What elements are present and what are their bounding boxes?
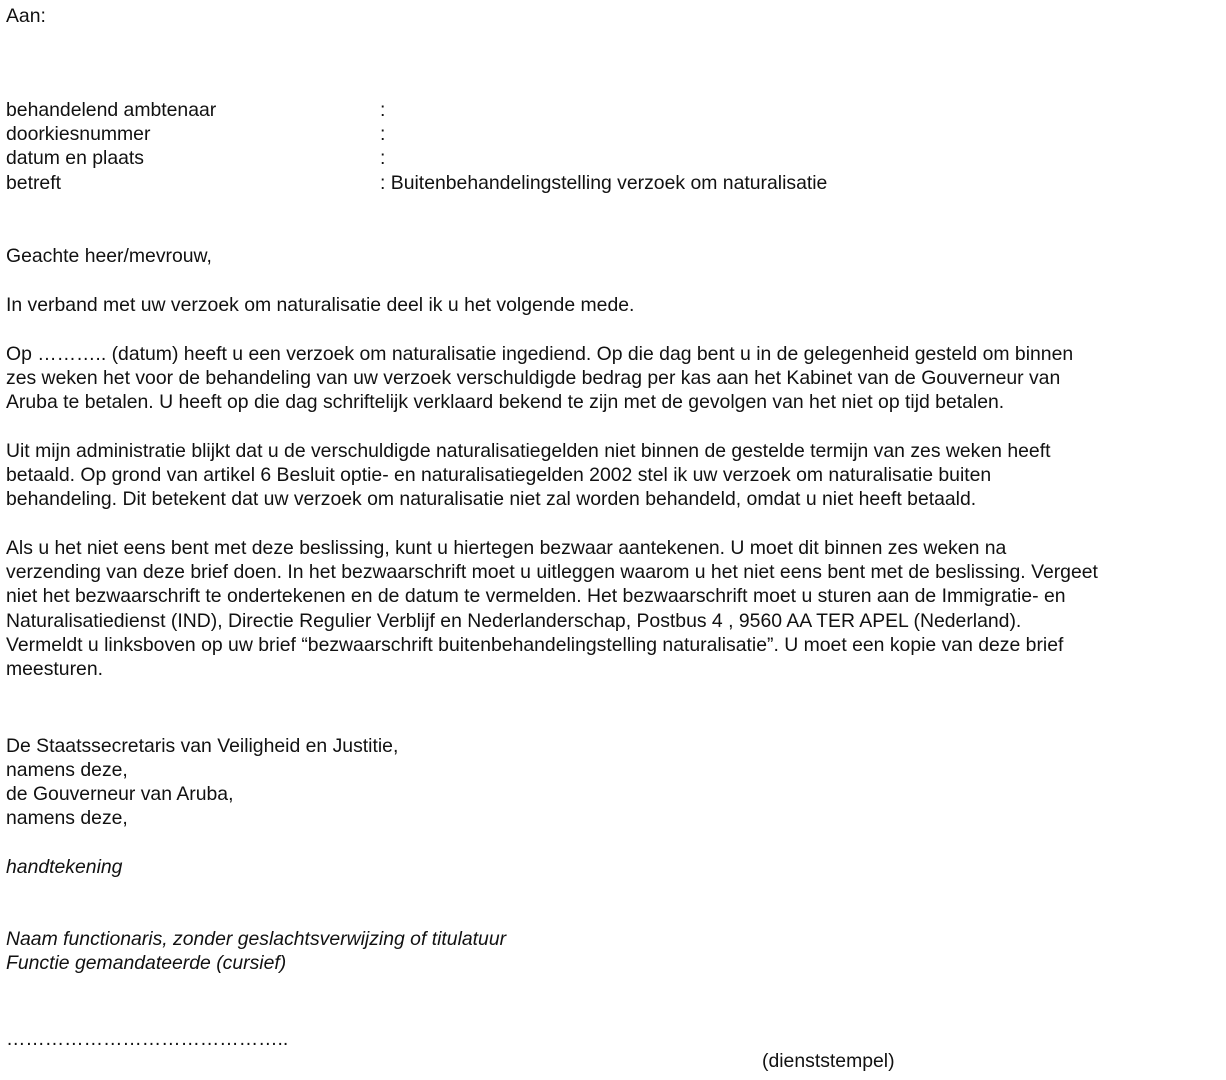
paragraph-objection <box>6 536 1186 681</box>
meta-value-datum: : <box>380 147 386 169</box>
paragraph-line: Als u het niet eens bent met deze beslissing, kunt u hiertegen bezwaar aantekenen. U moet dit binnen zes weken na <box>6 537 1007 559</box>
paragraph-line: Op ……….. (datum) heeft u een verzoek om naturalisatie ingediend. Op die dag bent u in de gelegenheid gesteld om binnen <box>6 343 1074 365</box>
closing-line: namens deze, <box>6 807 128 829</box>
paragraph-line: Naturalisatiedienst (IND), Directie Regulier Verblijf en Nederlanderschap, Postbus 4 , 9560 AA TER APEL (Nederland). <box>6 609 1022 632</box>
paragraph-line: Uit mijn administratie blijkt dat u de verschuldigde naturalisatiegelden niet binnen de gestelde termijn van zes weken heeft <box>6 440 1051 462</box>
paragraph-line: niet het bezwaarschrift te ondertekenen en de datum te vermelden. Het bezwaarschrift moet u sturen aan de Immigratie- en <box>6 585 1066 608</box>
official-name: Naam functionaris, zonder geslachtsverwijzing of titulatuur <box>6 928 507 950</box>
meta-value-betreft: : Buitenbehandelingstelling verzoek om naturalisatie <box>380 172 828 194</box>
paragraph-line: verzending van deze brief doen. In het bezwaarschrift moet u uitleggen waarom u het niet eens bent met de beslissing. Vergeet <box>6 561 1098 584</box>
addressee-label: Aan: <box>6 5 46 27</box>
closing-line: namens deze, <box>6 759 128 781</box>
intro-sentence: In verband met uw verzoek om naturalisatie deel ik u het volgende mede. <box>6 294 635 316</box>
meta-label-betreft: betreft <box>6 172 61 194</box>
meta-value-ambtenaar: : <box>380 99 386 121</box>
closing-line: De Staatssecretaris van Veiligheid en Justitie, <box>6 735 399 757</box>
official-function: Functie gemandateerde (cursief) <box>6 952 287 974</box>
paragraph-line: betaald. Op grond van artikel 6 Besluit optie- en naturalisatiegelden 2002 stel ik uw verzoek om naturalisatie buiten <box>6 464 992 487</box>
signature-placeholder: handtekening <box>6 856 123 878</box>
paragraph-line: zes weken het voor de behandeling van uw verzoek verschuldigde bedrag per kas aan het Kabinet van de Gouverneur van <box>6 367 1061 390</box>
closing-line: de Gouverneur van Aruba, <box>6 783 234 805</box>
paragraph-line: Aruba te betalen. U heeft op die dag schriftelijk verklaard bekend te zijn met de gevolgen van het niet op tijd betalen. <box>6 391 1005 414</box>
service-stamp-label: (dienststempel) <box>762 1050 895 1072</box>
meta-label-datum: datum en plaats <box>6 147 144 169</box>
meta-value-doorkiesnummer: : <box>380 123 386 145</box>
meta-label-doorkiesnummer: doorkiesnummer <box>6 123 151 145</box>
paragraph-decision <box>6 439 1186 512</box>
meta-label-ambtenaar: behandelend ambtenaar <box>6 99 217 121</box>
paragraph-submission <box>6 342 1186 415</box>
paragraph-line: Vermeldt u linksboven op uw brief “bezwaarschrift buitenbehandelingstelling naturalisatie”. U moet een kopie van deze brief <box>6 633 1064 656</box>
salutation: Geachte heer/mevrouw, <box>6 245 212 267</box>
paragraph-line: behandeling. Dit betekent dat uw verzoek om naturalisatie niet zal worden behandeld, omdat u niet heeft betaald. <box>6 488 977 511</box>
paragraph-line: meesturen. <box>6 658 104 681</box>
signature-dotted-line: …………………………………….. <box>6 1028 289 1050</box>
